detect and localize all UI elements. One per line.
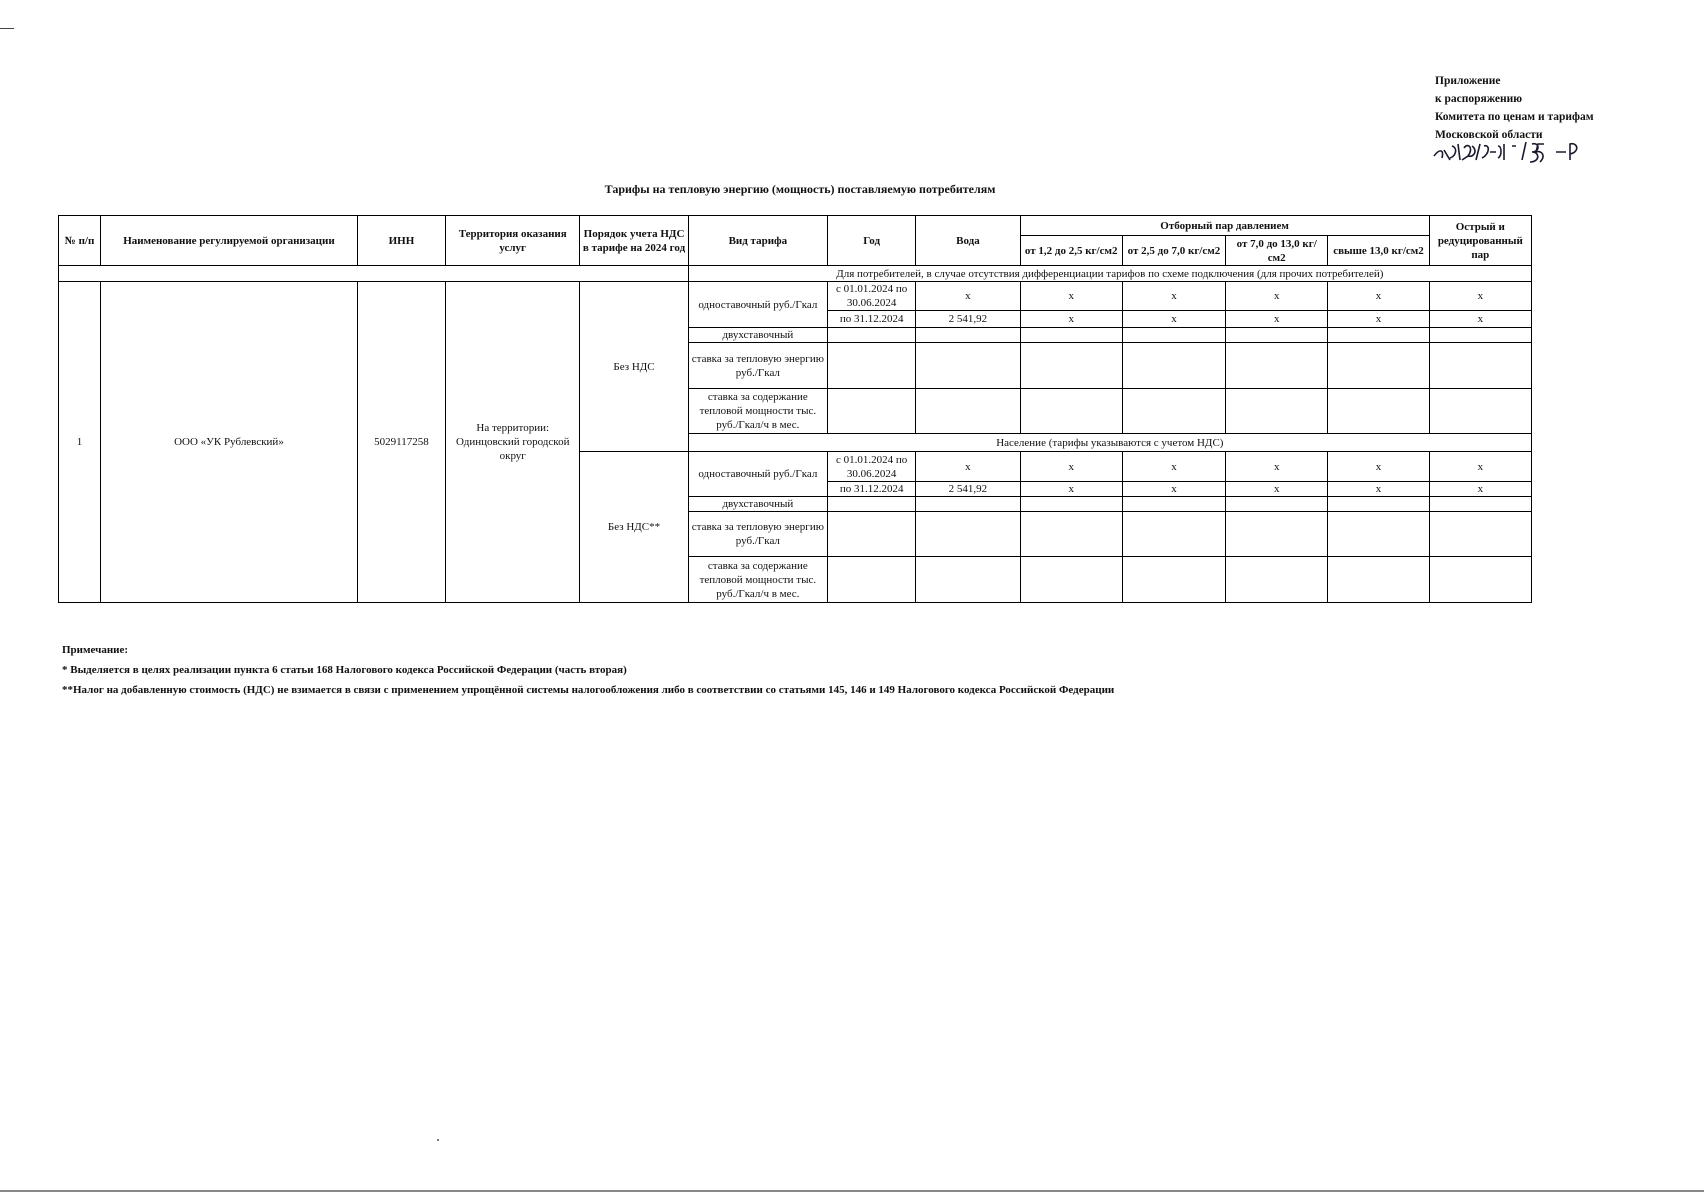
header-tariff-type: Вид тарифа: [688, 216, 827, 266]
handwritten-date-number: [1432, 138, 1592, 166]
header-steam-2: от 2,5 до 7,0 кг/см2: [1122, 236, 1225, 266]
note-2: **Налог на добавленную стоимость (НДС) не взимается в связи с применением упрощённой системы налогообложения либо в соответствии со статьями 145, 146 и 149 Налогового кодекса Российской Федерации: [62, 684, 1115, 696]
document-title: Тарифы на тепловую энергию (мощность) поставляемую потребителям: [604, 182, 996, 196]
sharp-steam-value: x: [1429, 482, 1531, 497]
row-number: 1: [59, 282, 101, 603]
steam-4-value: x: [1328, 311, 1429, 328]
appendix-line: Комитета по ценам и тарифам: [1435, 111, 1594, 123]
sharp-steam-value: x: [1429, 311, 1531, 328]
section-other-consumers: Для потребителей, в случае отсутствия дифференциации тарифов по схеме подключения (для прочих потребителей): [688, 266, 1531, 282]
appendix-line: Приложение: [1435, 75, 1501, 87]
org-name: ООО «УК Рублевский»: [101, 282, 358, 603]
note-1: * Выделяется в целях реализации пункта 6 статьи 168 Налогового кодекса Российской Федерации (часть вторая): [62, 664, 627, 676]
steam-3-value: x: [1226, 282, 1328, 311]
period-1: с 01.01.2024 по 30.06.2024: [828, 452, 916, 482]
sharp-steam-value: x: [1429, 452, 1531, 482]
org-inn: 5029117258: [357, 282, 445, 603]
scan-mark: [0, 28, 14, 29]
water-value: x: [916, 452, 1020, 482]
header-steam-1: от 1,2 до 2,5 кг/см2: [1020, 236, 1122, 266]
single-rate-label: одноставочный руб./Гкал: [688, 282, 827, 328]
header-territory: Территория оказания услуг: [446, 216, 580, 266]
capacity-rate-label: ставка за содержание тепловой мощности тыс. руб./Гкал/ч в мес.: [688, 389, 827, 434]
water-value: 2 541,92: [916, 482, 1020, 497]
energy-rate-label: ставка за тепловую энергию руб./Гкал: [688, 343, 827, 389]
steam-4-value: x: [1328, 452, 1429, 482]
period-2: по 31.12.2024: [828, 482, 916, 497]
vat-other: Без НДС: [580, 282, 688, 452]
steam-2-value: x: [1122, 311, 1225, 328]
section-spacer: [59, 266, 689, 282]
header-sharp-steam: Острый и редуцированный пар: [1429, 216, 1531, 266]
steam-3-value: x: [1226, 311, 1328, 328]
header-org: Наименование регулируемой организации: [101, 216, 358, 266]
energy-rate-label: ставка за тепловую энергию руб./Гкал: [688, 512, 827, 557]
steam-2-value: x: [1122, 452, 1225, 482]
appendix-line: к распоряжению: [1435, 93, 1523, 105]
scan-edge: [0, 1190, 1704, 1192]
vat-population: Без НДС**: [580, 452, 688, 603]
header-inn: ИНН: [357, 216, 445, 266]
steam-3-value: x: [1226, 482, 1328, 497]
steam-1-value: x: [1020, 452, 1122, 482]
period-1: с 01.01.2024 по 30.06.2024: [828, 282, 916, 311]
steam-1-value: x: [1020, 482, 1122, 497]
steam-3-value: x: [1226, 452, 1328, 482]
header-steam-group: Отборный пар давлением: [1020, 216, 1429, 236]
sharp-steam-value: x: [1429, 282, 1531, 311]
appendix-block: [1435, 72, 1594, 144]
appendix-line: Московской области: [1435, 129, 1543, 141]
steam-4-value: x: [1328, 482, 1429, 497]
two-rate-label: двухставочный: [688, 328, 827, 343]
header-water: Вода: [916, 216, 1020, 266]
two-rate-label: двухставочный: [688, 497, 827, 512]
single-rate-label: одноставочный руб./Гкал: [688, 452, 827, 497]
header-steam-4: свыше 13,0 кг/см2: [1328, 236, 1429, 266]
notes-block: [62, 640, 1114, 700]
steam-2-value: x: [1122, 482, 1225, 497]
tariff-table: [58, 215, 1532, 603]
steam-1-value: x: [1020, 311, 1122, 328]
header-year: Год: [828, 216, 916, 266]
header-num: № п/п: [59, 216, 101, 266]
org-territory: На территории: Одинцовский городской округ: [446, 282, 580, 603]
steam-1-value: x: [1020, 282, 1122, 311]
scan-speck: [437, 1139, 439, 1141]
water-value: x: [916, 282, 1020, 311]
notes-heading: Примечание:: [62, 644, 129, 656]
period-2: по 31.12.2024: [828, 311, 916, 328]
capacity-rate-label: ставка за содержание тепловой мощности тыс. руб./Гкал/ч в мес.: [688, 557, 827, 603]
header-steam-3: от 7,0 до 13,0 кг/см2: [1226, 236, 1328, 266]
section-population: Население (тарифы указываются с учетом НДС): [688, 434, 1531, 452]
header-vat-order: Порядок учета НДС в тарифе на 2024 год: [580, 216, 688, 266]
steam-2-value: x: [1122, 282, 1225, 311]
steam-4-value: x: [1328, 282, 1429, 311]
water-value: 2 541,92: [916, 311, 1020, 328]
